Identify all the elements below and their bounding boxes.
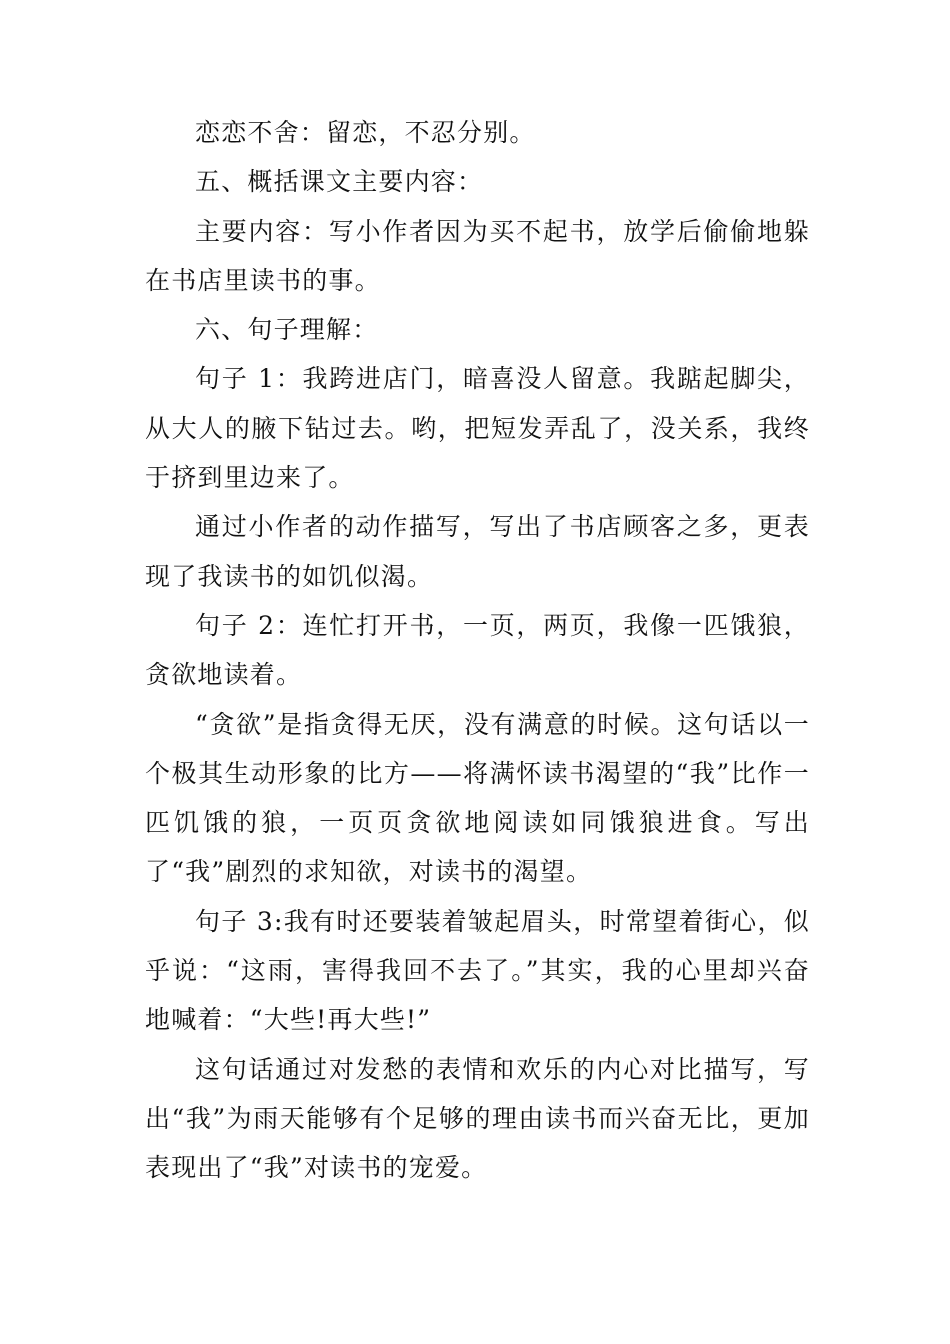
section-heading-six: 六、句子理解： <box>195 315 379 345</box>
paragraph-sentence-2: 句子 2：连忙打开书，一页，两页，我像一匹饿狼，贪欲地读着。 <box>145 610 810 690</box>
document-body <box>145 108 810 1193</box>
paragraph-sentence-1: 句子 1：我跨进店门，暗喜没人留意。我踮起脚尖，从大人的腋下钻过去。哟，把短发弄乱了，没关系，我终于挤到里边来了。 <box>145 364 810 493</box>
paragraph-sentence-1-analysis: 通过小作者的动作描写，写出了书店顾客之多，更表现了我读书的如饥似渴。 <box>145 512 810 591</box>
paragraph-sentence-3-analysis: 这句话通过对发愁的表情和欢乐的内心对比描写，写出“我”为雨天能够有个足够的理由读书而兴奋无比，更加表现出了“我”对读书的宠爱。 <box>145 1054 810 1183</box>
paragraph-sentence-2-analysis: “贪欲”是指贪得无厌，没有满意的时候。这句话以一个极其生动形象的比方——将满怀读书渴望的“我”比作一匹饥饿的狼，一页页贪欲地阅读如同饿狼进食。写出了“我”剧烈的求知欲，对读书的渴望。 <box>145 709 810 887</box>
paragraph-sentence-3: 句子 3:我有时还要装着皱起眉头，时常望着街心，似乎说：“这雨，害得我回不去了。”其实，我的心里却兴奋地喊着：“大些!再大些!” <box>145 906 810 1035</box>
paragraph-definition: 恋恋不舍：留恋，不忍分别。 <box>195 118 536 147</box>
section-heading-five: 五、概括课文主要内容： <box>195 167 484 197</box>
paragraph-main-content: 主要内容：写小作者因为买不起书，放学后偷偷地躲在书店里读书的事。 <box>145 216 810 295</box>
